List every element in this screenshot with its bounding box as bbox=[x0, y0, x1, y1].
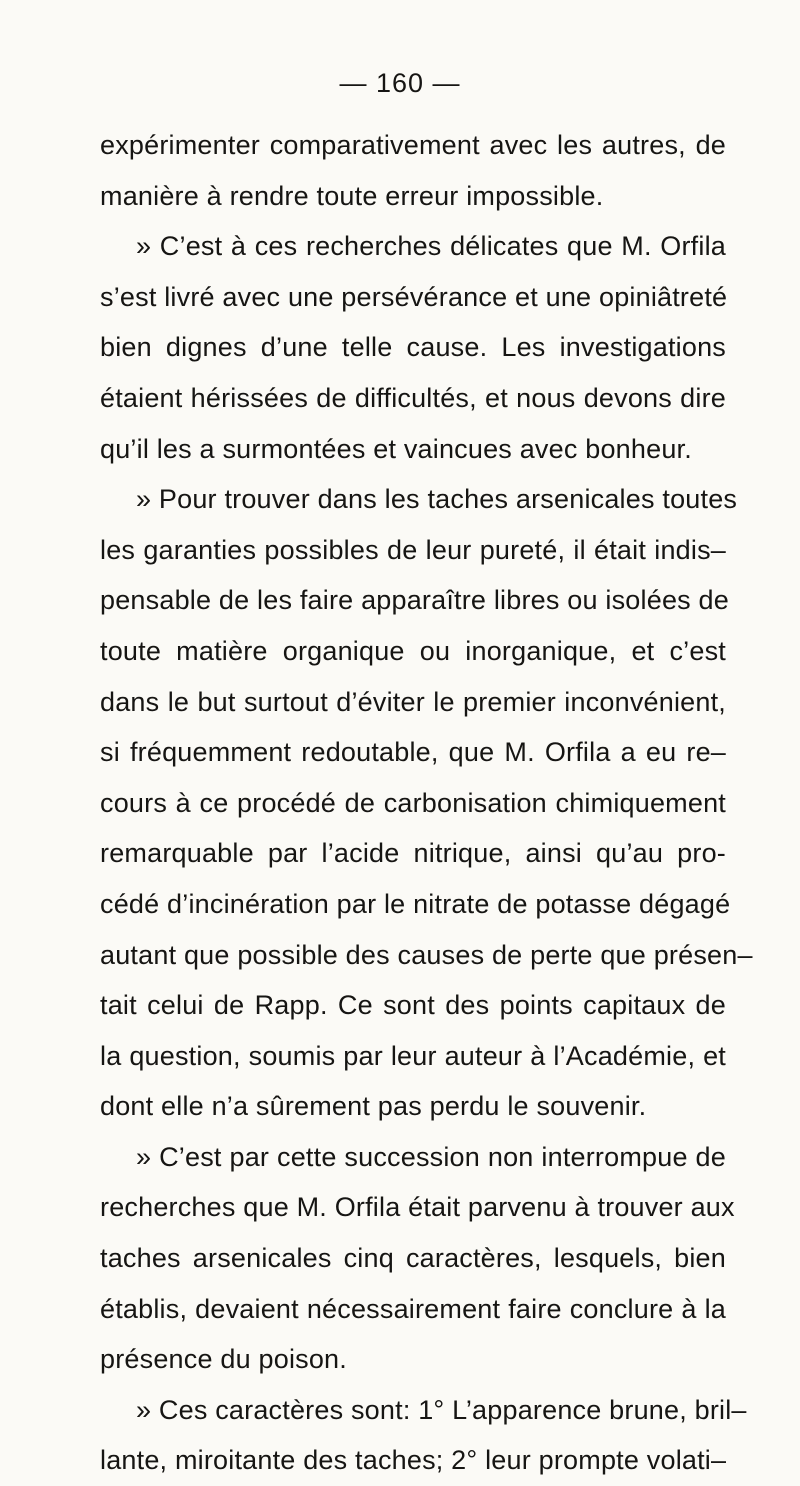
text-line: » C’est à ces recherches délicates que M. Orfila bbox=[136, 231, 726, 262]
text-line: la question, soumis par leur auteur à l’Académie, et bbox=[100, 1040, 726, 1071]
text-line: qu’il les a surmontées et vaincues avec bonheur. bbox=[100, 433, 692, 464]
text-line: autant que possible des causes de perte que présen– bbox=[100, 939, 753, 970]
text-line: les garanties possibles de leur pureté, il était indis– bbox=[100, 534, 726, 565]
text-line: cours à ce procédé de carbonisation chimiquement bbox=[100, 787, 726, 818]
text-line: lante, miroitante des taches; 2° leur prompte volati– bbox=[100, 1445, 727, 1476]
text-line: taches arsenicales cinq caractères, lesquels, bien bbox=[100, 1243, 726, 1274]
text-line: remarquable par l’acide nitrique, ainsi qu’au pro- bbox=[100, 838, 726, 869]
text-line: étaient hérissées de difficultés, et nous devons dire bbox=[100, 382, 726, 413]
text-line: tait celui de Rapp. Ce sont des points capitaux de bbox=[100, 990, 726, 1021]
text-line: » Ces caractères sont: 1° L’apparence brune, bril– bbox=[136, 1394, 747, 1425]
text-line: » Pour trouver dans les taches arsenicales toutes bbox=[136, 484, 738, 515]
text-line: établis, devaient nécessairement faire conclure à la bbox=[100, 1293, 726, 1324]
text-line: pensable de les faire apparaître libres ou isolées de bbox=[100, 585, 729, 616]
text-line: expérimenter comparativement avec les autres, de bbox=[100, 130, 726, 160]
text-line: dans le but surtout d’éviter le premier inconvénient, bbox=[100, 686, 726, 717]
text-line: bien dignes d’une telle cause. Les investigations bbox=[100, 332, 726, 363]
text-line: dont elle n’a sûrement pas perdu le souvenir. bbox=[100, 1091, 647, 1122]
page-number: — 160 — bbox=[339, 68, 461, 98]
text-line: » C’est par cette succession non interrompue de bbox=[136, 1141, 726, 1172]
text-line: cédé d’incinération par le nitrate de potasse dégagé bbox=[100, 888, 731, 919]
text-line: si fréquemment redoutable, que M. Orfila a eu re– bbox=[100, 737, 726, 768]
text-line: recherches que M. Orfila était parvenu à trouver aux bbox=[100, 1192, 735, 1223]
text-line: manière à rendre toute erreur impossible. bbox=[100, 180, 604, 211]
text-line: présence du poison. bbox=[100, 1344, 347, 1375]
body-text bbox=[100, 120, 753, 1486]
text-line: s’est livré avec une persévérance et une opiniâtreté bbox=[100, 281, 728, 312]
text-line: toute matière organique ou inorganique, et c’est bbox=[100, 635, 726, 666]
